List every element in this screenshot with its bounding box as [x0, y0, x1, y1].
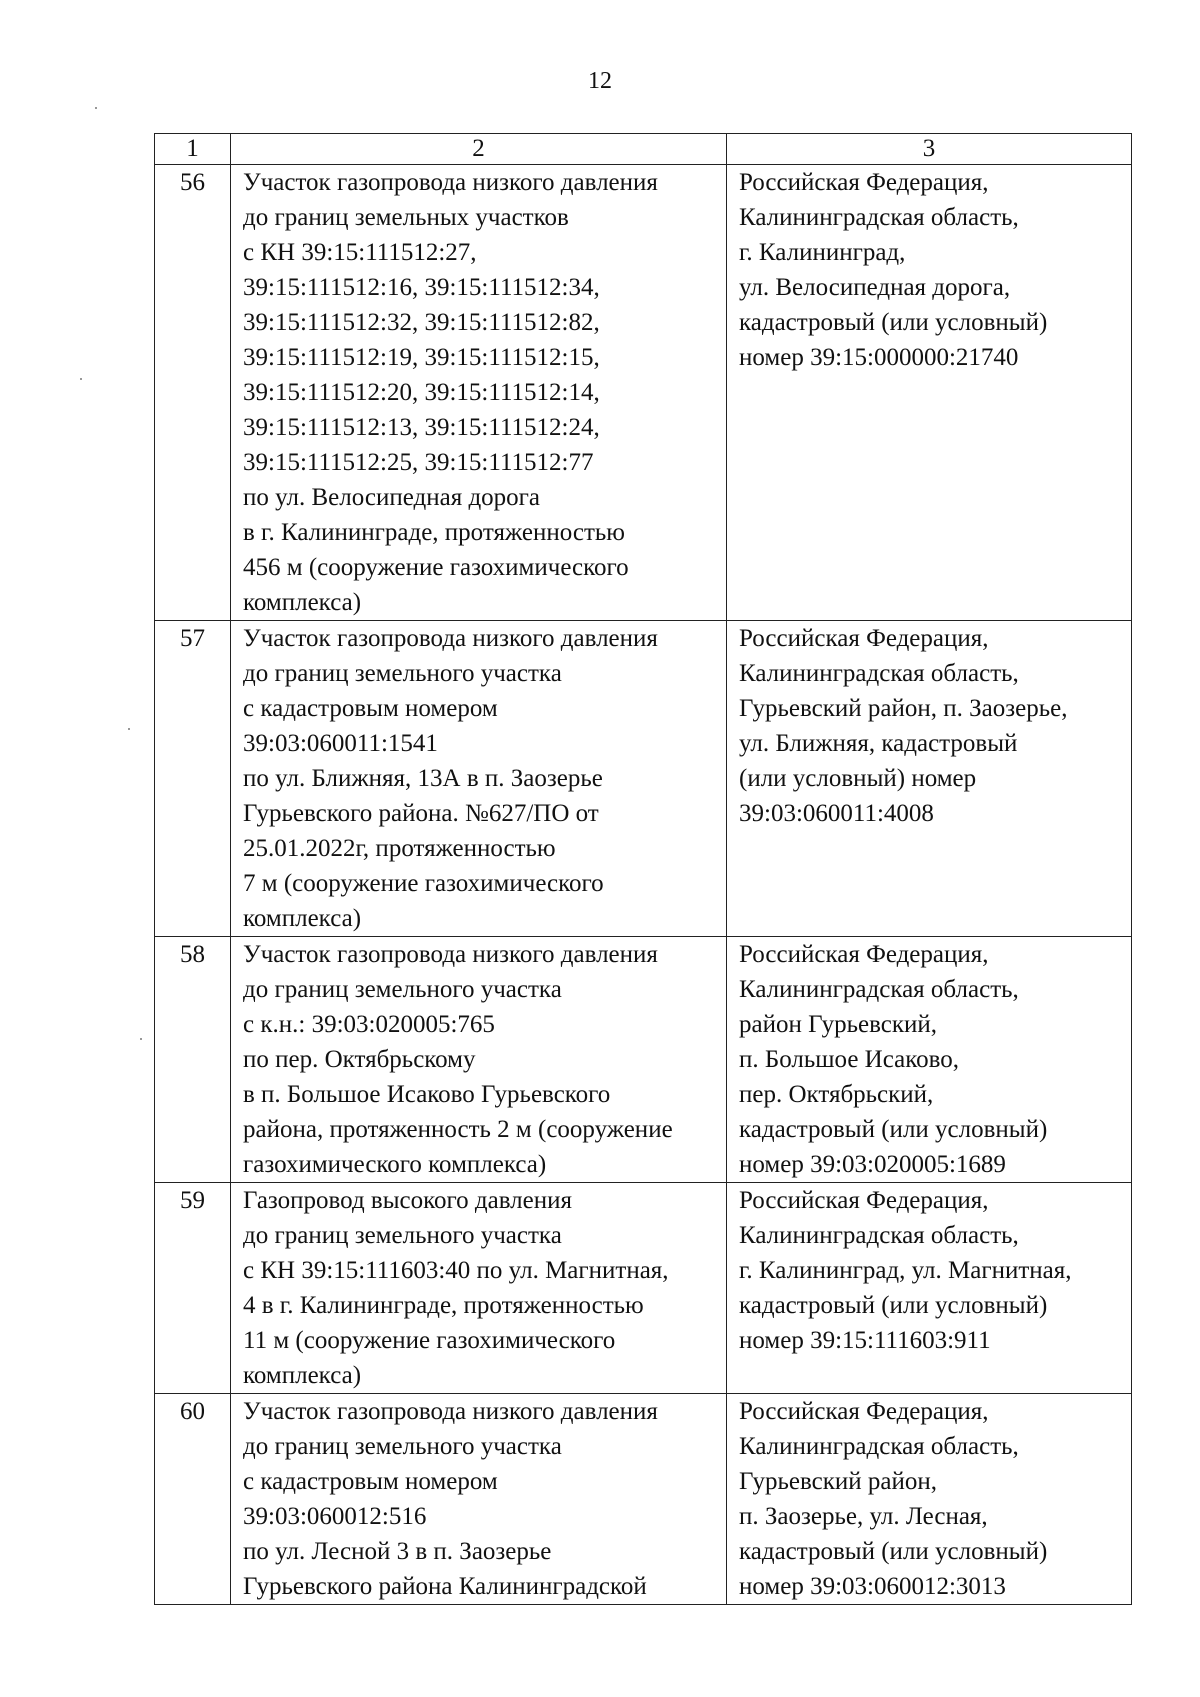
header-col-3: 3 — [727, 134, 1132, 165]
address-line: Калининградская область, — [739, 660, 1019, 687]
scan-speck — [128, 728, 130, 730]
object-address — [727, 165, 1132, 621]
description-line: района, протяженность 2 м (сооружение — [243, 1116, 673, 1143]
description-line: 39:15:111512:20, 39:15:111512:14, — [243, 379, 600, 406]
address-line: Калининградская область, — [739, 976, 1019, 1003]
description-line: по ул. Велосипедная дорога — [243, 484, 541, 511]
address-line: номер 39:03:060012:3013 — [739, 1573, 1006, 1600]
description-line: до границ земельного участка — [243, 1433, 562, 1460]
description-line: по ул. Ближняя, 13А в п. Заозерье — [243, 765, 603, 792]
table-row — [155, 1394, 1132, 1605]
address-line: Гурьевский район, п. Заозерье, — [739, 695, 1068, 722]
address-line: Российская Федерация, — [739, 941, 989, 968]
registry-table — [154, 133, 1132, 1605]
address-line: г. Калининград, ул. Магнитная, — [739, 1257, 1072, 1284]
table-row — [155, 621, 1132, 937]
description-line: с кадастровым номером — [243, 695, 498, 722]
row-number: 56 — [155, 165, 231, 621]
object-description — [231, 165, 727, 621]
description-line: 39:15:111512:16, 39:15:111512:34, — [243, 274, 600, 301]
description-line: в п. Большое Исаково Гурьевского — [243, 1081, 611, 1108]
row-number: 57 — [155, 621, 231, 937]
address-line: Калининградская область, — [739, 1222, 1019, 1249]
header-col-2: 2 — [231, 134, 727, 165]
description-line: 25.01.2022г, протяженностью — [243, 835, 556, 862]
description-line: с КН 39:15:111512:27, — [243, 239, 477, 266]
scan-speck — [140, 1038, 142, 1040]
scan-speck — [95, 107, 97, 109]
address-line: район Гурьевский, — [739, 1011, 938, 1038]
address-line: ул. Велосипедная дорога, — [739, 274, 1011, 301]
address-line: п. Большое Исаково, — [739, 1046, 959, 1073]
description-line: 7 м (сооружение газохимического — [243, 870, 604, 897]
address-line: пер. Октябрьский, — [739, 1081, 934, 1108]
description-line: 4 в г. Калининграде, протяженностью — [243, 1292, 644, 1319]
row-number: 59 — [155, 1183, 231, 1394]
object-description — [231, 937, 727, 1183]
row-number: 60 — [155, 1394, 231, 1605]
address-line: ул. Ближняя, кадастровый — [739, 730, 1018, 757]
object-address — [727, 621, 1132, 937]
description-line: до границ земельного участка — [243, 660, 562, 687]
description-line: с кадастровым номером — [243, 1468, 498, 1495]
header-col-1: 1 — [155, 134, 231, 165]
description-line: по ул. Лесной 3 в п. Заозерье — [243, 1538, 552, 1565]
address-line: Российская Федерация, — [739, 169, 989, 196]
address-line: кадастровый (или условный) — [739, 309, 1048, 336]
description-line: 39:15:111512:13, 39:15:111512:24, — [243, 414, 600, 441]
address-line: номер 39:03:020005:1689 — [739, 1151, 1006, 1178]
address-line: номер 39:15:111603:911 — [739, 1327, 991, 1354]
object-address — [727, 1183, 1132, 1394]
description-line: в г. Калининграде, протяженностью — [243, 519, 625, 546]
description-line: Участок газопровода низкого давления — [243, 169, 658, 196]
description-line: 39:03:060012:516 — [243, 1503, 427, 1530]
object-description — [231, 1183, 727, 1394]
description-line: с к.н.: 39:03:020005:765 — [243, 1011, 495, 1038]
description-line: до границ земельного участка — [243, 1222, 562, 1249]
description-line: Гурьевского района. №627/ПО от — [243, 800, 599, 827]
address-line: (или условный) номер — [739, 765, 977, 792]
table-row — [155, 1183, 1132, 1394]
description-line: до границ земельных участков — [243, 204, 569, 231]
description-line: комплекса) — [243, 905, 362, 932]
description-line: до границ земельного участка — [243, 976, 562, 1003]
description-line: 456 м (сооружение газохимического — [243, 554, 629, 581]
description-line: с КН 39:15:111603:40 по ул. Магнитная, — [243, 1257, 669, 1284]
description-line: Участок газопровода низкого давления — [243, 941, 658, 968]
address-line: Российская Федерация, — [739, 1398, 989, 1425]
object-description — [231, 621, 727, 937]
address-line: Российская Федерация, — [739, 1187, 989, 1214]
description-line: 39:15:111512:25, 39:15:111512:77 — [243, 449, 594, 476]
table-body — [155, 165, 1132, 1605]
table-header-row — [155, 134, 1132, 165]
description-line: 39:03:060011:1541 — [243, 730, 438, 757]
address-line: номер 39:15:000000:21740 — [739, 344, 1019, 371]
address-line: п. Заозерье, ул. Лесная, — [739, 1503, 988, 1530]
address-line: Российская Федерация, — [739, 625, 989, 652]
object-address — [727, 937, 1132, 1183]
object-description — [231, 1394, 727, 1605]
description-line: газохимического комплекса) — [243, 1151, 547, 1178]
description-line: комплекса) — [243, 589, 362, 616]
address-line: кадастровый (или условный) — [739, 1292, 1048, 1319]
table-row — [155, 937, 1132, 1183]
description-line: по пер. Октябрьскому — [243, 1046, 476, 1073]
description-line: Газопровод высокого давления — [243, 1187, 572, 1214]
address-line: Калининградская область, — [739, 1433, 1019, 1460]
address-line: г. Калининград, — [739, 239, 906, 266]
description-line: Участок газопровода низкого давления — [243, 625, 658, 652]
object-address — [727, 1394, 1132, 1605]
address-line: кадастровый (или условный) — [739, 1538, 1048, 1565]
description-line: Гурьевского района Калининградской — [243, 1573, 647, 1600]
row-number: 58 — [155, 937, 231, 1183]
page-number: 12 — [588, 68, 612, 94]
address-line: Гурьевский район, — [739, 1468, 938, 1495]
address-line: Калининградская область, — [739, 204, 1019, 231]
description-line: 39:15:111512:32, 39:15:111512:82, — [243, 309, 600, 336]
description-line: Участок газопровода низкого давления — [243, 1398, 658, 1425]
table-row — [155, 165, 1132, 621]
description-line: 39:15:111512:19, 39:15:111512:15, — [243, 344, 600, 371]
description-line: комплекса) — [243, 1362, 362, 1389]
address-line: кадастровый (или условный) — [739, 1116, 1048, 1143]
scan-speck — [80, 378, 82, 380]
address-line: 39:03:060011:4008 — [739, 800, 934, 827]
description-line: 11 м (сооружение газохимического — [243, 1327, 616, 1354]
